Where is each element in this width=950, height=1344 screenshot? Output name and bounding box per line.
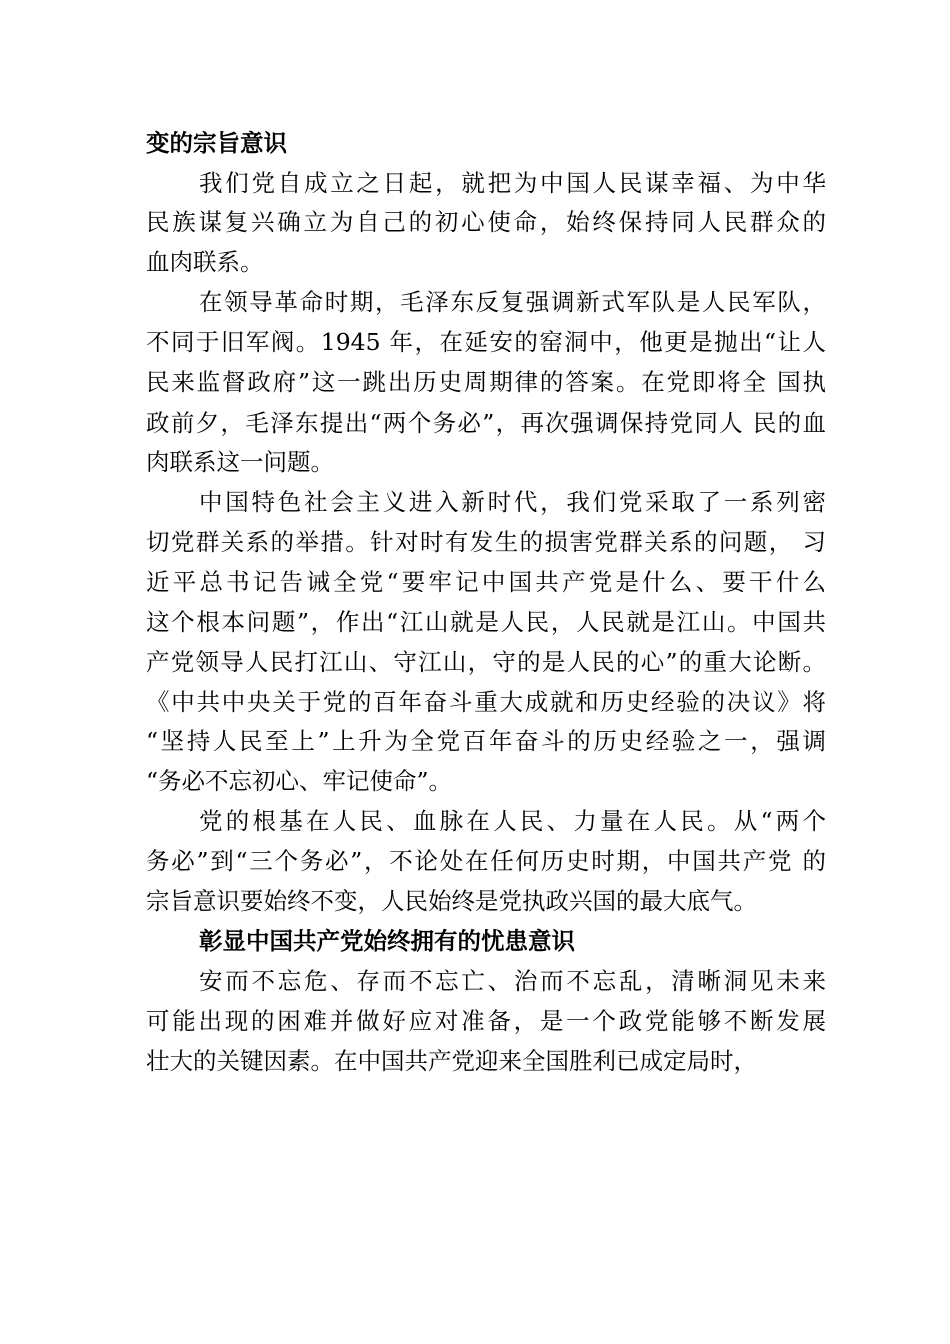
- paragraph-1-line-2: 民族谋复兴确立为自己的初心使命，始终保持同人民群众的: [146, 208, 826, 236]
- section-heading-continued: 变的宗旨意识: [146, 129, 287, 157]
- paragraph-5-line-1: 安而不忘危、存而不忘亡、治而不忘乱，清晰洞见未来: [199, 967, 826, 995]
- paragraph-2-line-1: 在领导革命时期，毛泽东反复强调新式军队是人民军队，: [199, 288, 826, 316]
- paragraph-3-line-8: “务必不忘初心、牢记使命”。: [146, 767, 453, 795]
- paragraph-3-line-6: 《中共中央关于党的百年奋斗重大成就和历史经验的决议》将: [146, 688, 826, 716]
- paragraph-1-line-1: 我们党自成立之日起，就把为中国人民谋幸福、为中华: [199, 169, 826, 197]
- paragraph-1-line-3: 血肉联系。: [146, 248, 264, 276]
- paragraph-3-line-7: “坚持人民至上”上升为全党百年奋斗的历史经验之一，强调: [146, 727, 826, 755]
- paragraph-2-line-3: 民来监督政府”这一跳出历史周期律的答案。在党即将全 国执: [146, 368, 826, 396]
- paragraph-2-line-4: 政前夕，毛泽东提出“两个务必”，再次强调保持党同人 民的血: [146, 409, 826, 437]
- paragraph-2-line-5: 肉联系这一问题。: [146, 448, 334, 476]
- paragraph-3-line-1: 中国特色社会主义进入新时代，我们党采取了一系列密: [199, 488, 826, 516]
- paragraph-4-line-2: 务必”到“三个务必”，不论处在任何历史时期，中国共产党 的: [146, 847, 826, 875]
- paragraph-3-line-4: 这个根本问题”，作出“江山就是人民，人民就是江山。中国共: [146, 608, 826, 636]
- paragraph-3-line-5: 产党领导人民打江山、守江山，守的是人民的心”的重大论断。: [146, 648, 826, 676]
- paragraph-3-line-2: 切党群关系的举措。针对时有发生的损害党群关系的问题， 习: [146, 528, 826, 556]
- paragraph-4-line-3: 宗旨意识要始终不变，人民始终是党执政兴国的最大底气。: [146, 887, 757, 915]
- paragraph-5-line-2: 可能出现的困难并做好应对准备，是一个政党能够不断发展: [146, 1007, 826, 1035]
- paragraph-4-line-1: 党的根基在人民、血脉在人民、力量在人民。从“两个: [199, 807, 826, 835]
- paragraph-3-line-3: 近平总书记告诫全党“要牢记中国共产党是什么、要干什么: [146, 568, 826, 596]
- paragraph-5-line-3: 壮大的关键因素。在中国共产党迎来全国胜利已成定局时，: [146, 1047, 757, 1075]
- section-heading: 彰显中国共产党始终拥有的忧患意识: [199, 927, 575, 955]
- paragraph-2-line-2: 不同于旧军阀。1945 年，在延安的窑洞中，他更是抛出“让人: [146, 328, 826, 356]
